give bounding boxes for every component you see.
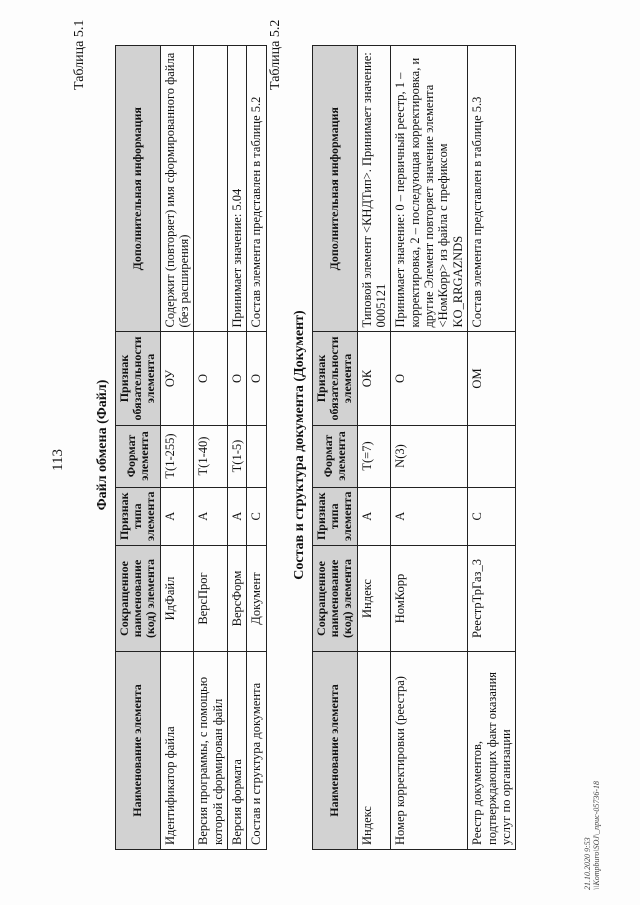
cell-name: Идентификатор файла <box>160 652 194 850</box>
cell-info: Типовой элемент <КНДТип>. Принимает значение: 0005121 <box>357 46 391 332</box>
cell-format: T(1-5) <box>228 425 247 487</box>
cell-code: Документ <box>247 546 266 652</box>
header-cell: Дополнительная информация <box>116 46 161 332</box>
cell-code: ИдФайл <box>160 546 194 652</box>
cell-name: Номер корректировки (реестра) <box>391 652 468 850</box>
header-cell: Признак типа элемента <box>313 487 358 545</box>
cell-type: А <box>160 487 194 545</box>
cell-info: Состав элемента представлен в таблице 5.3 <box>468 46 516 332</box>
header-cell: Наименование элемента <box>116 652 161 850</box>
cell-code: НомКорр <box>391 546 468 652</box>
table-row <box>160 46 194 850</box>
table-row <box>468 46 516 850</box>
header-cell: Формат элемента <box>313 425 358 487</box>
cell-type: С <box>247 487 266 545</box>
cell-required: ОК <box>357 332 391 425</box>
cell-name: Версия формата <box>228 652 247 850</box>
cell-required: О <box>391 332 468 425</box>
cell-code: ВерсПрог <box>194 546 228 652</box>
cell-name: Реестр документов, подтверждающих факт оказания услуг по организации <box>468 652 516 850</box>
table-row <box>247 46 266 850</box>
cell-format <box>247 425 266 487</box>
cell-type: А <box>228 487 247 545</box>
cell-info <box>194 46 228 332</box>
cell-required: О <box>228 332 247 425</box>
header-cell: Признак типа элемента <box>116 487 161 545</box>
cell-format: T(=7) <box>357 425 391 487</box>
cell-required: ОУ <box>160 332 194 425</box>
page-number: 113 <box>50 449 66 471</box>
table-5-2-label: Таблица 5.2 <box>268 19 283 90</box>
footer-date: 21.10.2020 9:53 <box>583 837 592 890</box>
cell-name: Версия программы, с помощью которой сформирован файл <box>194 652 228 850</box>
table-row <box>194 46 228 850</box>
table-5-1-label: Таблица 5.1 <box>72 19 87 90</box>
cell-format: N(3) <box>391 425 468 487</box>
cell-format: T(1-40) <box>194 425 228 487</box>
table-5-1-title: Файл обмена (Файл) <box>95 379 110 511</box>
table-row <box>228 46 247 850</box>
footer-note <box>583 781 601 890</box>
table-row <box>357 46 391 850</box>
table-5-2 <box>312 45 516 850</box>
table-header-row <box>313 46 358 850</box>
cell-required: О <box>194 332 228 425</box>
cell-type: С <box>468 487 516 545</box>
cell-code: Индекс <box>357 546 391 652</box>
table-row <box>391 46 468 850</box>
table-5-2-title: Состав и структура документа (Документ) <box>292 310 307 580</box>
header-cell: Формат элемента <box>116 425 161 487</box>
cell-format <box>468 425 516 487</box>
footer-path: \\Kompburo\SOJ\_npuc-05736-18 <box>592 780 602 890</box>
cell-type: А <box>194 487 228 545</box>
cell-info: Принимает значение: 5.04 <box>228 46 247 332</box>
cell-info: Содержит (повторяет) имя сформированного файла (без расширения) <box>160 46 194 332</box>
table-header-row <box>116 46 161 850</box>
cell-name: Индекс <box>357 652 391 850</box>
cell-type: А <box>357 487 391 545</box>
cell-info: Состав элемента представлен в таблице 5.2 <box>247 46 266 332</box>
cell-code: РеестрТрГаз_3 <box>468 546 516 652</box>
header-cell: Признак обязательности элемента <box>313 332 358 425</box>
cell-name: Состав и структура документа <box>247 652 266 850</box>
cell-format: T(1-255) <box>160 425 194 487</box>
cell-required: О <box>247 332 266 425</box>
cell-info: Принимает значение: 0 – первичный реестр, 1 – корректировка, 2 – последующая корректировка, и другие Элемент повторяет значение элемента <НомКорр> из файла с префиксом KO_RRGAZNDS <box>391 46 468 332</box>
cell-type: А <box>391 487 468 545</box>
header-cell: Наименование элемента <box>313 652 358 850</box>
header-cell: Признак обязательности элемента <box>116 332 161 425</box>
cell-required: ОМ <box>468 332 516 425</box>
header-cell: Сокращенное наименование (код) элемента <box>116 546 161 652</box>
header-cell: Дополнительная информация <box>313 46 358 332</box>
cell-code: ВерсФорм <box>228 546 247 652</box>
table-5-1 <box>115 45 267 850</box>
header-cell: Сокращенное наименование (код) элемента <box>313 546 358 652</box>
